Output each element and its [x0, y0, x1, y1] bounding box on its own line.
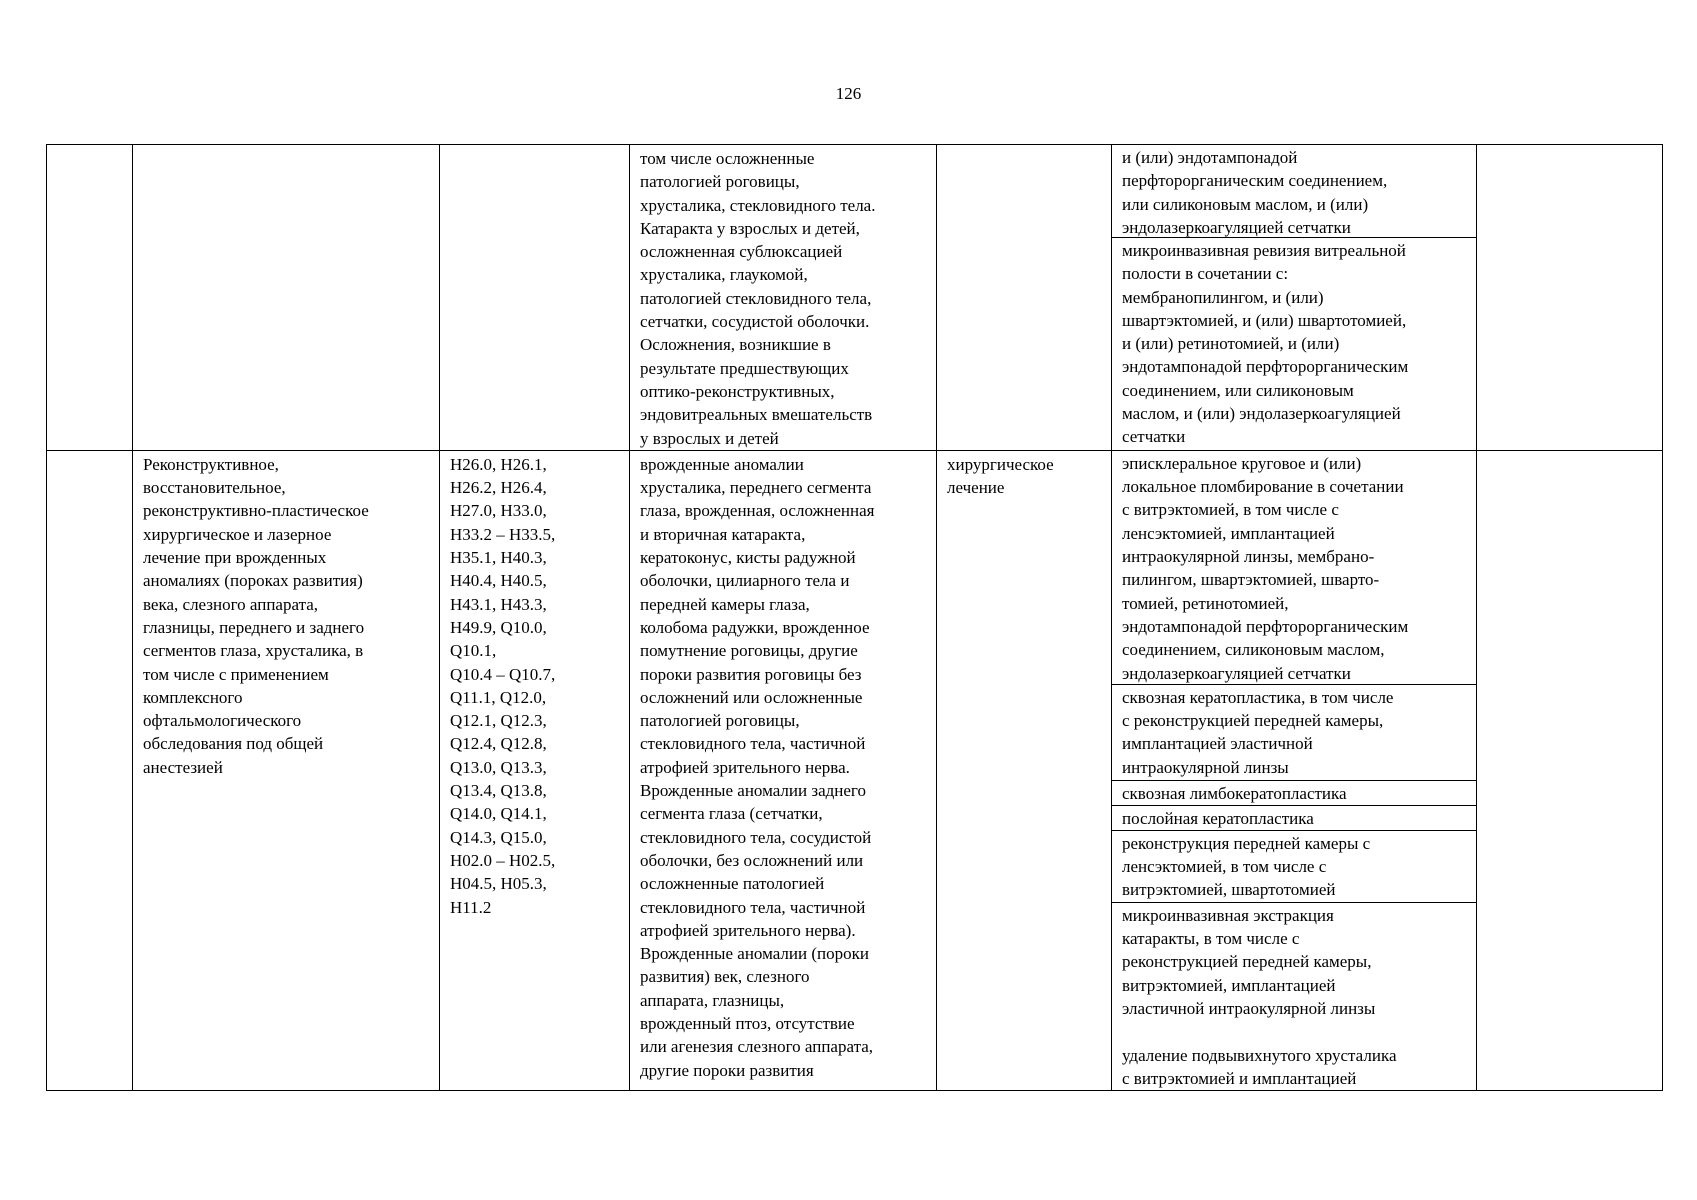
method-item: микроинвазивная экстракция катаракты, в том числе с реконструкцией передней камеры, витрэктомией, имплантацией эластичной интраокулярной линзы удаление подвывихнутого хрусталика с витрэктомией и имплантацией	[1122, 905, 1397, 1088]
cell-number	[47, 450, 133, 1090]
cell-care-name	[133, 145, 440, 451]
cell-treatment-methods	[1112, 450, 1477, 1090]
cell-icd-codes: H26.0, H26.1, H26.2, H26.4, H27.0, H33.0, H33.2 – H33.5, H35.1, H40.3, H40.4, H40.5, H43.1, H43.3, H49.9, Q10.0, Q10.1, Q10.4 – Q10.7, Q11.1, Q12.0, Q12.1, Q12.3, Q12.4, Q12.8, Q13.0, Q13.3, Q13.4, Q13.8, Q14.0, Q14.1, Q14.3, Q15.0, H02.0 – H02.5, H04.5, H05.3, H11.2	[440, 450, 630, 1090]
cell-cost	[1477, 145, 1663, 451]
cell-care-name: Реконструктивное, восстановительное, реконструктивно-пластическое хирургическое и лазерное лечение при врожденных аномалиях (пороках развития) века, слезного аппарата, глазницы, переднего и заднего сегментов глаза, хрусталика, в том числе с применением комплексного офтальмологического обследования под общей анестезией	[133, 450, 440, 1090]
method-item: послойная кератопластика	[1112, 806, 1476, 831]
medical-care-table	[46, 144, 1663, 1091]
cell-icd-codes	[440, 145, 630, 451]
cell-treatment-type	[937, 145, 1112, 451]
method-item: сквозная лимбокератопластика	[1112, 781, 1476, 806]
method-item: и (или) эндотампонадой перфторорганическим соединением, или силиконовым маслом, и (или) эндолазеркоагуляцией сетчатки	[1112, 145, 1476, 238]
cell-treatment-type: хирургическое лечение	[937, 450, 1112, 1090]
cell-number	[47, 145, 133, 451]
cell-cost	[1477, 450, 1663, 1090]
table-row	[47, 145, 1663, 451]
cell-patient-model: врожденные аномалии хрусталика, переднего сегмента глаза, врожденная, осложненная и вторичная катаракта, кератоконус, кисты радужной оболочки, цилиарного тела и передней камеры глаза, колобома радужки, врожденное помутнение роговицы, другие пороки развития роговицы без осложнений или осложненные патологией роговицы, стекловидного тела, частичной атрофией зрительного нерва. Врожденные аномалии заднего сегмента глаза (сетчатки, стекловидного тела, сосудистой оболочки, без осложнений или осложненные патологией стекловидного тела, частичной атрофией зрительного нерва). Врожденные аномалии (пороки развития) век, слезного аппарата, глазницы, врожденный птоз, отсутствие или агенезия слезного аппарата, другие пороки развития	[630, 450, 937, 1090]
method-item: эписклеральное круговое и (или) локальное пломбирование в сочетании с витрэктомией, в том числе с ленсэктомией, имплантацией интраокулярной линзы, мембрано- пилингом, швартэктомией, шварто- томией, ретинотомией, эндотампонадой перфторорганическим соединением, силиконовым маслом, эндолазеркоагуляцией сетчатки	[1112, 451, 1476, 685]
method-item: микроинвазивная ревизия витреальной полости в сочетании с: мембранопилингом, и (или) швартэктомией, и (или) швартотомией, и (или) ретинотомией, и (или) эндотампонадой перфторорганическим соединением, или силиконовым маслом, и (или) эндолазеркоагуляцией сетчатки	[1122, 241, 1409, 447]
cell-patient-model: том числе осложненные патологией роговицы, хрусталика, стекловидного тела. Катаракта у взрослых и детей, осложненная сублюксацией хрусталика, глаукомой, патологией стекловидного тела, сетчатки, сосудистой оболочки. Осложнения, возникшие в результате предшествующих оптико-реконструктивных, эндовитреальных вмешательств у взрослых и детей	[630, 145, 937, 451]
method-item: реконструкция передней камеры с ленсэктомией, в том числе с витрэктомией, швартотомией	[1112, 831, 1476, 903]
table-row	[47, 450, 1663, 1090]
page-number: 126	[835, 84, 862, 103]
cell-treatment-methods	[1112, 145, 1477, 451]
method-item: сквозная кератопластика, в том числе с реконструкцией передней камеры, имплантацией эластичной интраокулярной линзы	[1112, 685, 1476, 781]
